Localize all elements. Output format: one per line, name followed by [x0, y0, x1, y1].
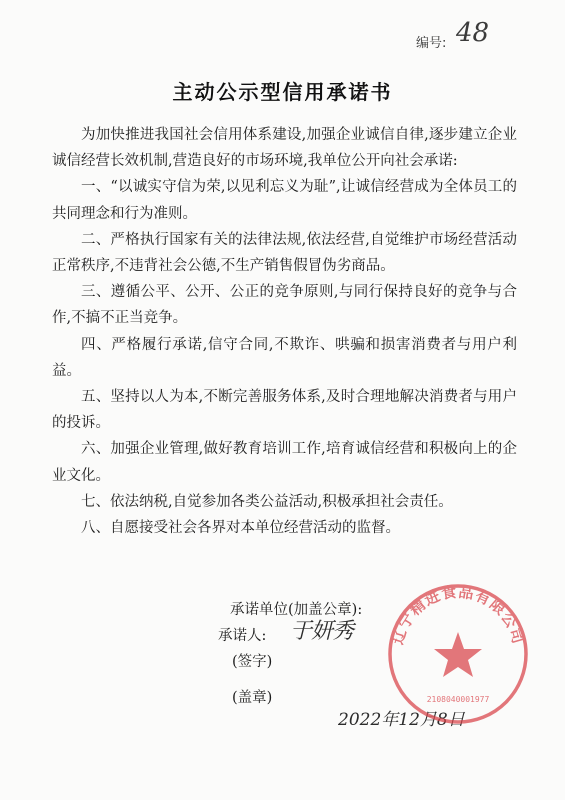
- commitment-item-5: 五、坚持以人为本,不断完善服务体系,及时合理地解决消费者与用户的投诉。: [52, 389, 517, 432]
- commitment-item-6: 六、加强企业管理,做好教育培训工作,培育诚信经营和积极向上的企业文化。: [52, 441, 517, 484]
- handwritten-signature: 于妍秀: [290, 619, 354, 644]
- commitment-item-4: 四、严格履行承诺,信守合同,不欺诈、哄骗和损害消费者与用户利益。: [52, 336, 517, 379]
- seal-company-name: 辽宁精进食品有限公司: [388, 582, 528, 647]
- serial-number: [416, 18, 490, 51]
- promising-unit-label: 承诺单位(加盖公章):: [230, 602, 363, 618]
- document-title: 主动公示型信用承诺书: [172, 80, 393, 104]
- serial-label: 编号:: [416, 36, 447, 51]
- commitment-item-2: 二、严格执行国家有关的法律法规,依法经营,自觉维护市场经营活动正常秩序,不违背社会公德,不生产销售假冒伪劣商品。: [52, 231, 517, 275]
- seal-star-icon: [434, 632, 482, 677]
- seal-note: (盖章): [232, 690, 273, 706]
- commitment-item-7: 七、依法纳税,自觉参加各类公益活动,积极承担社会责任。: [81, 493, 453, 510]
- document-body: [52, 122, 517, 541]
- handwritten-date: 2022年12月8日: [338, 710, 465, 730]
- seal-code: 2108040001977: [426, 695, 490, 704]
- company-seal-stamp: [384, 580, 532, 728]
- representative-label: 承诺人:: [218, 628, 267, 644]
- commitment-item-1: 一、“以诚实守信为荣,以见利忘义为耻”,让诚信经营成为全体员工的共同理念和行为准则。: [52, 179, 517, 222]
- intro-paragraph: 为加快推进我国社会信用体系建设,加强企业诚信自律,逐步建立企业诚信经营长效机制,营造良好的市场环境,我单位公开向社会承诺:: [52, 127, 517, 170]
- serial-value: 48: [456, 18, 490, 48]
- sign-note: (签字): [232, 654, 273, 670]
- commitment-item-8: 八、自愿接受社会各界对本单位经营活动的监督。: [81, 520, 400, 537]
- commitment-item-3: 三、遵循公平、公开、公正的竞争原则,与同行保持良好的竞争与合作,不搞不正当竞争。: [52, 284, 517, 327]
